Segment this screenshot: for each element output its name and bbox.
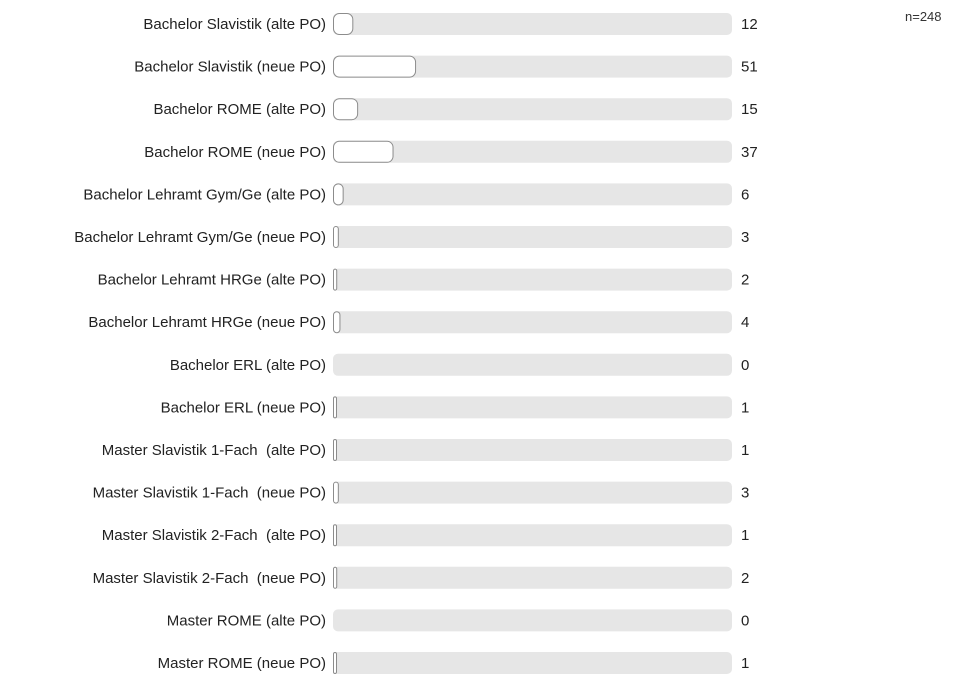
bar-2	[334, 56, 416, 77]
bar-track-13	[333, 524, 732, 546]
bar-track-14	[333, 567, 732, 589]
category-label-1: Bachelor Slavistik (alte PO)	[143, 16, 326, 33]
category-label-11: Master Slavistik 1-Fach (alte PO)	[101, 442, 326, 459]
bar-track-1	[333, 13, 732, 35]
bar-track-8	[333, 311, 732, 333]
value-label-1: 12	[741, 16, 758, 33]
value-label-12: 3	[741, 484, 750, 502]
category-label-12: Master Slavistik 1-Fach (neue PO)	[92, 484, 326, 502]
value-label-11: 1	[741, 442, 750, 459]
value-label-6: 3	[741, 229, 750, 246]
value-label-2: 51	[741, 58, 758, 76]
bar-track-9	[333, 354, 732, 376]
bar-track-7	[333, 269, 732, 291]
value-label-3: 15	[741, 101, 758, 119]
bar-12	[334, 482, 339, 503]
bar-1	[334, 14, 353, 35]
bar-8	[334, 312, 340, 333]
value-label-5: 6	[741, 186, 750, 204]
bar-5	[334, 184, 344, 205]
bar-10	[334, 397, 337, 418]
category-label-15: Master ROME (alte PO)	[166, 612, 326, 630]
value-label-14: 2	[741, 569, 750, 587]
value-label-10: 1	[741, 399, 750, 417]
category-label-5: Bachelor Lehramt Gym/Ge (alte PO)	[83, 186, 326, 204]
category-label-9: Bachelor ERL (alte PO)	[169, 356, 326, 374]
value-label-8: 4	[741, 314, 750, 332]
category-label-2: Bachelor Slavistik (neue PO)	[134, 58, 326, 76]
value-label-4: 37	[741, 143, 758, 161]
bar-14	[334, 567, 337, 588]
bar-track-5	[333, 183, 732, 205]
bar-11	[334, 440, 337, 461]
value-label-7: 2	[741, 271, 750, 289]
category-label-6: Bachelor Lehramt Gym/Ge (neue PO)	[74, 229, 326, 246]
value-label-9: 0	[741, 356, 750, 374]
bar-track-3	[333, 98, 732, 120]
bar-4	[334, 141, 394, 162]
category-label-13: Master Slavistik 2-Fach (alte PO)	[101, 527, 326, 545]
value-label-16: 1	[741, 655, 750, 672]
value-label-13: 1	[741, 527, 750, 545]
bar-track-10	[333, 396, 732, 418]
bar-track-12	[333, 482, 732, 504]
chart-rows	[74, 13, 757, 674]
bar-track-16	[333, 652, 732, 674]
category-label-7: Bachelor Lehramt HRGe (alte PO)	[97, 271, 326, 289]
sample-size-label: n=248	[905, 9, 942, 24]
bar-track-15	[333, 609, 732, 631]
category-label-4: Bachelor ROME (neue PO)	[144, 143, 326, 161]
category-label-10: Bachelor ERL (neue PO)	[160, 399, 326, 417]
value-label-15: 0	[741, 612, 750, 630]
category-label-8: Bachelor Lehramt HRGe (neue PO)	[88, 314, 326, 332]
bar-track-11	[333, 439, 732, 461]
category-label-3: Bachelor ROME (alte PO)	[153, 101, 326, 119]
bar-7	[334, 269, 337, 290]
bar-13	[334, 525, 337, 546]
bar-16	[334, 653, 337, 674]
bar-track-6	[333, 226, 732, 248]
bar-3	[334, 99, 358, 120]
bar-6	[334, 227, 339, 248]
category-label-14: Master Slavistik 2-Fach (neue PO)	[92, 569, 326, 587]
category-label-16: Master ROME (neue PO)	[157, 655, 326, 672]
